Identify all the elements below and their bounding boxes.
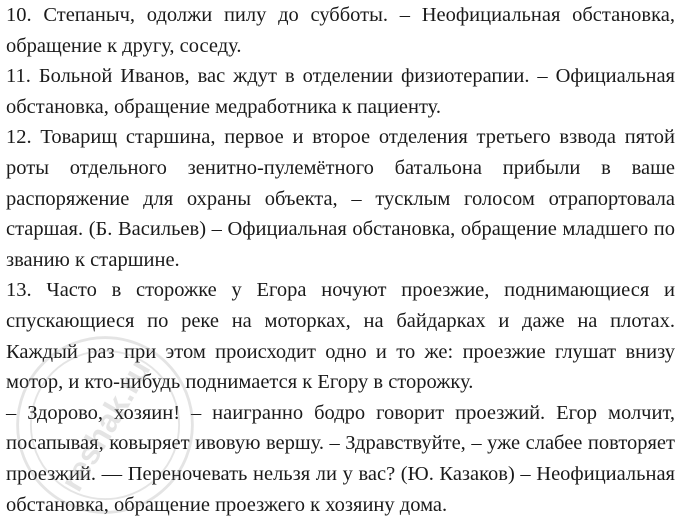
paragraph-10: 10. Степаныч, одолжи пилу до субботы. – Неофициальная обстановка, обращение к другу, соседу. — [6, 4, 675, 57]
paragraph-12: 12. Товарищ старшина, первое и второе отделения третьего взвода пятой роты отдельного зенитно-пулемётного батальона прибыли в ваше распоряжение для охраны объекта, – тусклым голосом отрапортовала старшая. (Б. Васильев) – Официальная обстановка, обращение младшего по званию к старшине. — [6, 126, 675, 271]
paragraph-11: 11. Больной Иванов, вас ждут в отделении физиотерапии. – Официальная обстановка, обращение медработника к пациенту. — [6, 65, 675, 118]
paragraph-13-dialogue: – Здорово, хозяин! – наигранно бодро говорит проезжий. Егор молчит, посапывая, ковыряет ивовую вершу. – Здравствуйте, – уже слабее повторяет проезжий. — Переночевать нельзя ли у вас? (Ю. Казаков) – Неофициальная обстановка, обращение проезжего к хозяину дома. — [6, 401, 675, 516]
paragraph-13: 13. Часто в сторожке у Егора ночуют проезжие, поднимающиеся и спускающиеся по реке на моторках, на байдарках и даже на плотах. Каждый раз при этом происходит одно и то же: проезжие глушат внизу мотор, и кто-нибудь поднимается к Егору в сторожку. — [6, 279, 675, 394]
svg-text:reshak.ru: reshak.ru — [53, 353, 158, 498]
